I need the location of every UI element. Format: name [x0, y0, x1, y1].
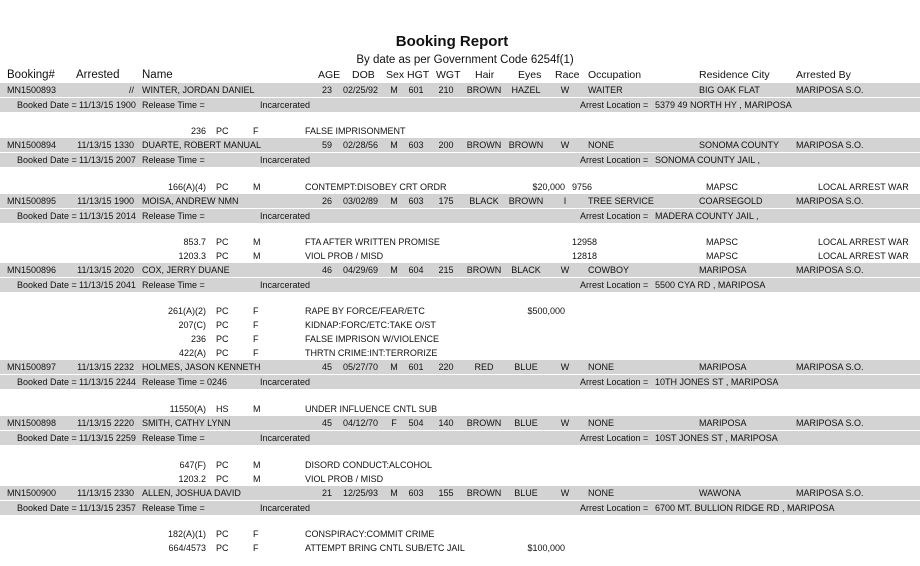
- height-value: 603: [408, 488, 424, 498]
- dob-value: 04/29/69: [343, 265, 379, 275]
- charge-description: CONSPIRACY:COMMIT CRIME: [305, 529, 435, 539]
- arrested-datetime: //: [128, 85, 134, 95]
- charge-code: 853.7: [183, 237, 206, 247]
- residence-value: MARIPOSA: [699, 418, 747, 428]
- hair-value: BROWN: [466, 85, 502, 95]
- residence-value: COARSEGOLD: [699, 196, 763, 206]
- person-name: HOLMES, JASON KENNETH: [142, 362, 261, 372]
- release-time-label: Release Time =: [142, 100, 205, 110]
- person-name: DUARTE, ROBERT MANUAL: [142, 140, 262, 150]
- charge-description: DISORD CONDUCT:ALCOHOL: [305, 460, 433, 470]
- charge-type: PC: [216, 320, 229, 330]
- charge-code: 236: [190, 334, 206, 344]
- charge-description: VIOL PROB / MISD: [305, 474, 384, 484]
- residence-value: SONOMA COUNTY: [699, 140, 780, 150]
- header-hair: Hair: [475, 69, 495, 81]
- weight-value: 200: [438, 140, 454, 150]
- report-subtitle: By date as per Government Code 6254f(1): [356, 54, 574, 66]
- charge-code: 207(C): [178, 320, 206, 330]
- warrant-number: 12818: [572, 251, 598, 261]
- charge-code: 422(A): [178, 348, 206, 358]
- booking-number: MN1500900: [7, 488, 57, 498]
- charge-type: PC: [216, 348, 229, 358]
- age-value: 59: [321, 140, 332, 150]
- race-value: W: [560, 140, 570, 150]
- arrested-by-value: MARIPOSA S.O.: [796, 265, 864, 275]
- charge-level: F: [253, 320, 259, 330]
- arrest-location-label: Arrest Location =: [580, 211, 649, 221]
- warrant-number: 9756: [572, 182, 593, 192]
- charge-type: HS: [216, 404, 229, 414]
- weight-value: 210: [438, 85, 454, 95]
- charge-level: F: [253, 306, 259, 316]
- arrest-location-value: 10TH JONES ST , MARIPOSA: [655, 377, 779, 387]
- warrant-kind: LOCAL ARREST WAR: [818, 182, 909, 192]
- release-time-label: Release Time =: [142, 211, 205, 221]
- person-name: WINTER, JORDAN DANIEL: [142, 85, 255, 95]
- arrested-by-value: MARIPOSA S.O.: [796, 85, 864, 95]
- warrant-kind: LOCAL ARREST WAR: [818, 237, 909, 247]
- charge-type: PC: [216, 474, 229, 484]
- charge-description: UNDER INFLUENCE CNTL SUB: [305, 404, 438, 414]
- eyes-value: BLUE: [514, 418, 538, 428]
- occupation-value: TREE SERVICE: [588, 196, 654, 206]
- arrest-location-label: Arrest Location =: [580, 100, 649, 110]
- residence-value: WAWONA: [699, 488, 741, 498]
- eyes-value: BROWN: [508, 140, 544, 150]
- sex-value: M: [390, 362, 398, 372]
- charge-level: M: [253, 474, 261, 484]
- booked-date-value: 11/13/15 1900: [79, 100, 136, 110]
- height-value: 601: [408, 362, 424, 372]
- age-value: 45: [321, 362, 332, 372]
- occupation-value: NONE: [588, 418, 615, 428]
- booked-date-value: 11/13/15 2259: [79, 433, 136, 443]
- header-wgt: WGT: [436, 69, 461, 81]
- arrested-datetime: 11/13/15 1330: [77, 140, 134, 150]
- sex-value: M: [390, 85, 398, 95]
- height-value: 603: [408, 196, 424, 206]
- custody-status: Incarcerated: [260, 377, 311, 387]
- custody-status: Incarcerated: [260, 155, 311, 165]
- custody-status: Incarcerated: [260, 280, 311, 290]
- person-name: MOISA, ANDREW NMN: [142, 196, 239, 206]
- charge-description: CONTEMPT:DISOBEY CRT ORDR: [305, 182, 447, 192]
- eyes-value: BLACK: [511, 265, 541, 275]
- arrest-location-value: 6700 MT. BULLION RIDGE RD , MARIPOSA: [655, 503, 835, 513]
- charge-type: PC: [216, 182, 229, 192]
- hair-value: BROWN: [466, 488, 502, 498]
- warrant-kind: LOCAL ARREST WAR: [818, 251, 909, 261]
- charge-level: F: [253, 529, 259, 539]
- charge-type: PC: [216, 126, 229, 136]
- header-eyes: Eyes: [518, 69, 542, 81]
- charge-level: M: [253, 251, 261, 261]
- charge-level: M: [253, 460, 261, 470]
- arrested-datetime: 11/13/15 2330: [77, 488, 134, 498]
- person-name: SMITH, CATHY LYNN: [142, 418, 231, 428]
- dob-value: 03/02/89: [343, 196, 379, 206]
- arrest-location-value: 10ST JONES ST , MARIPOSA: [655, 433, 778, 443]
- release-time-label: Release Time =: [142, 280, 205, 290]
- report-title: Booking Report: [395, 33, 509, 50]
- charge-description: FALSE IMPRISON W/VIOLENCE: [305, 334, 440, 344]
- age-value: 23: [321, 85, 332, 95]
- arrest-location-value: MADERA COUNTY JAIL ,: [655, 211, 759, 221]
- hair-value: BROWN: [466, 140, 502, 150]
- race-value: W: [560, 488, 570, 498]
- custody-status: Incarcerated: [260, 100, 311, 110]
- eyes-value: BROWN: [508, 196, 544, 206]
- release-time-label: Release Time =: [142, 155, 205, 165]
- booking-row: [0, 83, 920, 97]
- booking-detail-row: [0, 209, 920, 223]
- eyes-value: BLUE: [514, 362, 538, 372]
- hair-value: BLACK: [469, 196, 499, 206]
- arrest-location-label: Arrest Location =: [580, 155, 649, 165]
- person-name: ALLEN, JOSHUA DAVID: [142, 488, 241, 498]
- charge-code: 647(F): [179, 460, 206, 470]
- arrested-datetime: 11/13/15 2220: [77, 418, 134, 428]
- booked-date-value: 11/13/15 2357: [79, 503, 136, 513]
- booking-row: [0, 138, 920, 152]
- charge-description: KIDNAP:FORC/ETC:TAKE O/ST: [305, 320, 436, 330]
- arrest-location-value: 5379 49 NORTH HY , MARIPOSA: [655, 100, 792, 110]
- booked-date-value: 11/13/15 2041: [79, 280, 136, 290]
- charge-level: F: [253, 334, 259, 344]
- booked-date-value: 11/13/15 2007: [79, 155, 136, 165]
- sex-value: M: [390, 196, 398, 206]
- weight-value: 140: [438, 418, 454, 428]
- booking-number: MN1500894: [7, 140, 57, 150]
- release-time-label: Release Time =: [142, 503, 205, 513]
- booking-detail-row: [0, 278, 920, 292]
- race-value: W: [560, 362, 570, 372]
- height-value: 604: [408, 265, 424, 275]
- charge-type: PC: [216, 306, 229, 316]
- hair-value: BROWN: [466, 418, 502, 428]
- header-age: AGE: [318, 69, 341, 81]
- charge-code: 1203.3: [178, 251, 206, 261]
- header-name: Name: [142, 69, 173, 81]
- arrested-datetime: 11/13/15 1900: [77, 196, 134, 206]
- charge-level: M: [253, 182, 261, 192]
- charge-code: 236: [190, 126, 206, 136]
- booking-row: [0, 486, 920, 500]
- arrested-by-value: MARIPOSA S.O.: [796, 488, 864, 498]
- booked-date-label: Booked Date =: [17, 155, 77, 165]
- eyes-value: BLUE: [514, 488, 538, 498]
- weight-value: 220: [438, 362, 454, 372]
- booked-date-label: Booked Date =: [17, 433, 77, 443]
- arrest-location-label: Arrest Location =: [580, 503, 649, 513]
- bail-amount: $100,000: [527, 543, 565, 553]
- charge-type: PC: [216, 543, 229, 553]
- dob-value: 12/25/93: [343, 488, 379, 498]
- height-value: 601: [408, 85, 424, 95]
- charge-type: PC: [216, 334, 229, 344]
- header-booking: Booking#: [7, 69, 55, 81]
- race-value: W: [560, 265, 570, 275]
- booking-detail-row: [0, 153, 920, 167]
- booking-number: MN1500898: [7, 418, 57, 428]
- header-arrested-by: Arrested By: [796, 69, 851, 81]
- booking-row: [0, 194, 920, 208]
- occupation-value: WAITER: [588, 85, 623, 95]
- charge-code: 261(A)(2): [167, 306, 206, 316]
- arrest-location-value: 5500 CYA RD , MARIPOSA: [655, 280, 766, 290]
- residence-value: MARIPOSA: [699, 362, 747, 372]
- dob-value: 04/12/70: [343, 418, 379, 428]
- arrested-datetime: 11/13/15 2020: [77, 265, 134, 275]
- bail-amount: $500,000: [527, 306, 565, 316]
- header-hgt: HGT: [407, 69, 430, 81]
- header-race: Race: [555, 69, 580, 81]
- arrested-by-value: MARIPOSA S.O.: [796, 196, 864, 206]
- sex-value: M: [390, 265, 398, 275]
- person-name: COX, JERRY DUANE: [142, 265, 230, 275]
- booked-date-label: Booked Date =: [17, 211, 77, 221]
- weight-value: 215: [438, 265, 454, 275]
- hair-value: RED: [474, 362, 494, 372]
- occupation-value: NONE: [588, 362, 615, 372]
- booked-date-label: Booked Date =: [17, 503, 77, 513]
- booking-detail-row: [0, 375, 920, 389]
- charge-level: M: [253, 404, 261, 414]
- residence-value: BIG OAK FLAT: [699, 85, 760, 95]
- arrest-location-label: Arrest Location =: [580, 280, 649, 290]
- charge-type: PC: [216, 460, 229, 470]
- dob-value: 02/28/56: [343, 140, 379, 150]
- age-value: 46: [321, 265, 332, 275]
- booking-number: MN1500896: [7, 265, 57, 275]
- header-residence: Residence City: [699, 69, 770, 81]
- charge-type: PC: [216, 237, 229, 247]
- dob-value: 05/27/70: [343, 362, 379, 372]
- warrant-number: 12958: [572, 237, 598, 247]
- booking-number: MN1500893: [7, 85, 57, 95]
- charge-description: FALSE IMPRISONMENT: [305, 126, 406, 136]
- booked-date-label: Booked Date =: [17, 377, 77, 387]
- weight-value: 155: [438, 488, 454, 498]
- occupation-value: NONE: [588, 488, 615, 498]
- age-value: 45: [321, 418, 332, 428]
- charge-code: 11550(A): [169, 404, 206, 414]
- booked-date-label: Booked Date =: [17, 280, 77, 290]
- charge-code: 1203.2: [178, 474, 206, 484]
- arrested-by-value: MARIPOSA S.O.: [796, 418, 864, 428]
- race-value: W: [560, 85, 570, 95]
- age-value: 26: [321, 196, 332, 206]
- header-arrested: Arrested: [76, 69, 120, 81]
- sex-value: F: [391, 418, 397, 428]
- charge-type: PC: [216, 529, 229, 539]
- booked-date-value: 11/13/15 2014: [79, 211, 136, 221]
- height-value: 504: [408, 418, 424, 428]
- booking-number: MN1500897: [7, 362, 57, 372]
- age-value: 21: [321, 488, 332, 498]
- header-dob: DOB: [352, 69, 375, 81]
- release-time-label: Release Time =: [142, 377, 205, 387]
- warrant-agency: MAPSC: [706, 237, 739, 247]
- release-time-value: 0246: [207, 377, 228, 387]
- eyes-value: HAZEL: [511, 85, 541, 95]
- booking-row: [0, 263, 920, 277]
- arrested-datetime: 11/13/15 2232: [77, 362, 134, 372]
- residence-value: MARIPOSA: [699, 265, 747, 275]
- charge-code: 182(A)(1): [167, 529, 206, 539]
- height-value: 603: [408, 140, 424, 150]
- charge-description: FTA AFTER WRITTEN PROMISE: [305, 237, 440, 247]
- charge-description: VIOL PROB / MISD: [305, 251, 384, 261]
- charge-type: PC: [216, 251, 229, 261]
- release-time-label: Release Time =: [142, 433, 205, 443]
- warrant-agency: MAPSC: [706, 182, 739, 192]
- charge-level: F: [253, 348, 259, 358]
- booking-number: MN1500895: [7, 196, 57, 206]
- sex-value: M: [390, 488, 398, 498]
- header-occupation: Occupation: [588, 69, 642, 81]
- custody-status: Incarcerated: [260, 433, 311, 443]
- booking-row: [0, 360, 920, 374]
- arrested-by-value: MARIPOSA S.O.: [796, 362, 864, 372]
- arrest-location-label: Arrest Location =: [580, 433, 649, 443]
- charge-code: 664/4573: [168, 543, 206, 553]
- booking-detail-row: [0, 431, 920, 445]
- occupation-value: NONE: [588, 140, 615, 150]
- charge-description: ATTEMPT BRING CNTL SUB/ETC JAIL: [305, 543, 465, 553]
- dob-value: 02/25/92: [343, 85, 379, 95]
- header-sex: Sex: [386, 69, 405, 81]
- weight-value: 175: [438, 196, 454, 206]
- bail-amount: $20,000: [532, 182, 565, 192]
- charge-description: THRTN CRIME:INT:TERRORIZE: [305, 348, 438, 358]
- charge-level: F: [253, 126, 259, 136]
- booked-date-value: 11/13/15 2244: [79, 377, 136, 387]
- charge-code: 166(A)(4): [167, 182, 206, 192]
- custody-status: Incarcerated: [260, 211, 311, 221]
- charge-description: RAPE BY FORCE/FEAR/ETC: [305, 306, 425, 316]
- warrant-agency: MAPSC: [706, 251, 739, 261]
- arrested-by-value: MARIPOSA S.O.: [796, 140, 864, 150]
- charge-level: M: [253, 237, 261, 247]
- occupation-value: COWBOY: [588, 265, 630, 275]
- hair-value: BROWN: [466, 265, 502, 275]
- sex-value: M: [390, 140, 398, 150]
- race-value: W: [560, 418, 570, 428]
- booked-date-label: Booked Date =: [17, 100, 77, 110]
- custody-status: Incarcerated: [260, 503, 311, 513]
- charge-level: F: [253, 543, 259, 553]
- arrest-location-label: Arrest Location =: [580, 377, 649, 387]
- arrest-location-value: SONOMA COUNTY JAIL ,: [655, 155, 761, 165]
- race-value: I: [563, 196, 567, 206]
- booking-row: [0, 416, 920, 430]
